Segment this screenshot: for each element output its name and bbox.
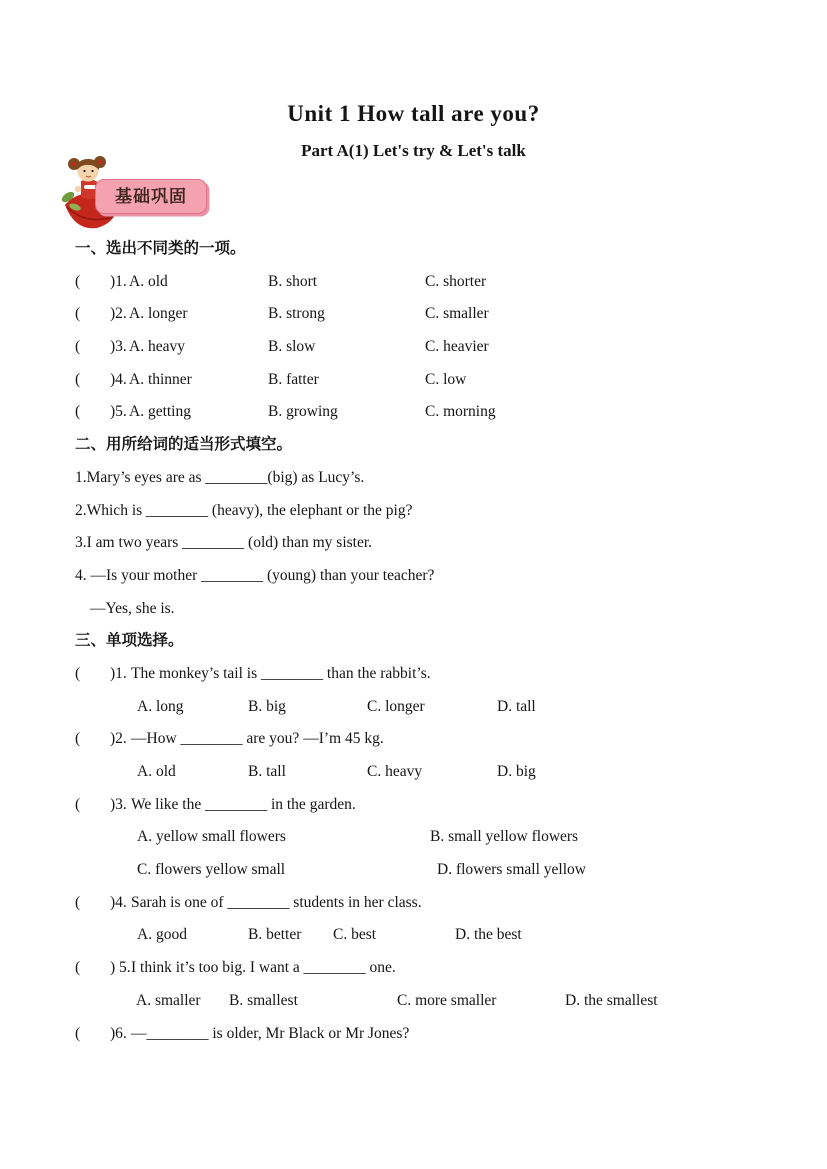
section-three-heading: 三、单项选择。 — [75, 632, 184, 650]
answer-paren: ( — [75, 1024, 81, 1042]
answer-paren: ( — [75, 959, 81, 977]
question-text: We like the ________ in the garden. — [131, 795, 356, 813]
option-a: A. old — [129, 272, 168, 290]
answer-paren: ( — [75, 403, 81, 421]
option-d: D. flowers small yellow — [437, 861, 586, 879]
option-b: B. small yellow flowers — [430, 828, 579, 846]
option-b: B. strong — [268, 305, 325, 323]
option-b: B. short — [268, 272, 318, 290]
mcq-question-3-options-cd — [75, 854, 827, 887]
option-c: C. more smaller — [397, 991, 497, 1009]
fill-blank-item-3: 3.I am two years ________ (old) than my sister. — [75, 534, 373, 552]
question-number: )2. — [110, 730, 127, 748]
section-badge-area — [0, 155, 827, 233]
option-c: C. longer — [367, 697, 425, 715]
mcq-question-5-options — [75, 985, 827, 1018]
option-a: A. yellow small flowers — [137, 828, 286, 846]
option-a: A. smaller — [136, 991, 201, 1009]
option-c: C. best — [333, 926, 377, 944]
answer-paren: ( — [75, 370, 81, 388]
odd-one-out-row-5 — [75, 396, 827, 429]
mcq-question-1 — [75, 658, 827, 691]
answer-paren: ( — [75, 664, 81, 682]
answer-paren: ( — [75, 305, 81, 323]
question-number: )4. — [110, 893, 127, 911]
option-a: A. getting — [129, 403, 191, 421]
option-b: B. slow — [268, 338, 316, 356]
fill-blank-item-4: 4. —Is your mother ________ (young) than your teacher? — [75, 566, 435, 584]
option-c: C. low — [425, 370, 467, 388]
question-number: )2. — [110, 305, 127, 323]
question-number: )6. — [110, 1024, 127, 1042]
option-d: D. big — [497, 763, 536, 780]
question-text: —How ________ are you? —I’m 45 kg. — [131, 730, 384, 748]
odd-one-out-row-4 — [75, 364, 827, 397]
question-text: —________ is older, Mr Black or Mr Jones? — [131, 1024, 410, 1042]
option-b: B. tall — [248, 763, 286, 780]
option-c: C. smaller — [425, 305, 489, 323]
question-text: The monkey’s tail is ________ than the rabbit’s. — [131, 664, 431, 682]
question-text: I think it’s too big. I want a ________ one. — [131, 959, 396, 977]
option-b: B. better — [248, 926, 302, 944]
option-a: A. longer — [129, 305, 188, 323]
section-two-heading: 二、用所给词的适当形式填空。 — [75, 436, 293, 454]
mcq-question-4 — [75, 887, 827, 920]
option-d: D. tall — [497, 697, 536, 715]
question-text: Sarah is one of ________ students in her class. — [131, 893, 422, 911]
fill-blank-item-1: 1.Mary’s eyes are as ________(big) as Lucy’s. — [75, 468, 365, 486]
option-b: B. big — [248, 697, 286, 715]
odd-one-out-row-3 — [75, 331, 827, 364]
option-d: D. the best — [455, 926, 522, 944]
answer-paren: ( — [75, 730, 81, 748]
answer-paren: ( — [75, 795, 81, 813]
option-c: C. heavy — [367, 763, 423, 780]
mcq-question-1-options — [75, 691, 827, 724]
mcq-question-2-options — [75, 756, 827, 789]
option-a: A. old — [137, 763, 176, 780]
option-b: B. smallest — [229, 991, 298, 1009]
fill-blank-item-4-answer: —Yes, she is. — [90, 599, 175, 617]
answer-paren: ( — [75, 338, 81, 356]
mcq-question-3-options-ab — [75, 821, 827, 854]
mcq-question-6 — [75, 1018, 827, 1051]
worksheet-content — [0, 233, 827, 1050]
page-subtitle: Part A(1) Let's try & Let's talk — [301, 141, 526, 160]
answer-paren: ( — [75, 272, 81, 290]
odd-one-out-row-2 — [75, 298, 827, 331]
option-a: A. thinner — [129, 370, 192, 388]
option-c: C. heavier — [425, 338, 489, 356]
option-a: A. long — [137, 697, 184, 715]
option-c: C. morning — [425, 403, 496, 421]
question-number: )3. — [110, 795, 127, 813]
option-a: A. good — [137, 926, 187, 944]
option-b: B. fatter — [268, 370, 319, 388]
option-c: C. shorter — [425, 272, 487, 290]
question-number: )5. — [110, 403, 127, 421]
mcq-question-2 — [75, 723, 827, 756]
answer-paren: ( — [75, 893, 81, 911]
question-number: )1. — [110, 272, 127, 290]
mcq-question-5 — [75, 952, 827, 985]
basic-consolidation-badge: 基础巩固 — [95, 179, 207, 214]
question-number: )3. — [110, 338, 127, 356]
question-number: )4. — [110, 370, 127, 388]
page-title: Unit 1 How tall are you? — [287, 101, 540, 126]
option-c: C. flowers yellow small — [137, 861, 286, 879]
option-d: D. the smallest — [565, 991, 658, 1009]
question-number: ) 5. — [110, 959, 131, 977]
option-b: B. growing — [268, 403, 338, 421]
odd-one-out-row-1 — [75, 266, 827, 299]
question-number: )1. — [110, 664, 127, 682]
fill-blank-item-2: 2.Which is ________ (heavy), the elephant or the pig? — [75, 501, 413, 519]
mcq-question-3 — [75, 789, 827, 822]
option-a: A. heavy — [129, 338, 185, 356]
mcq-question-4-options — [75, 919, 827, 952]
section-one-heading: 一、选出不同类的一项。 — [75, 240, 246, 257]
